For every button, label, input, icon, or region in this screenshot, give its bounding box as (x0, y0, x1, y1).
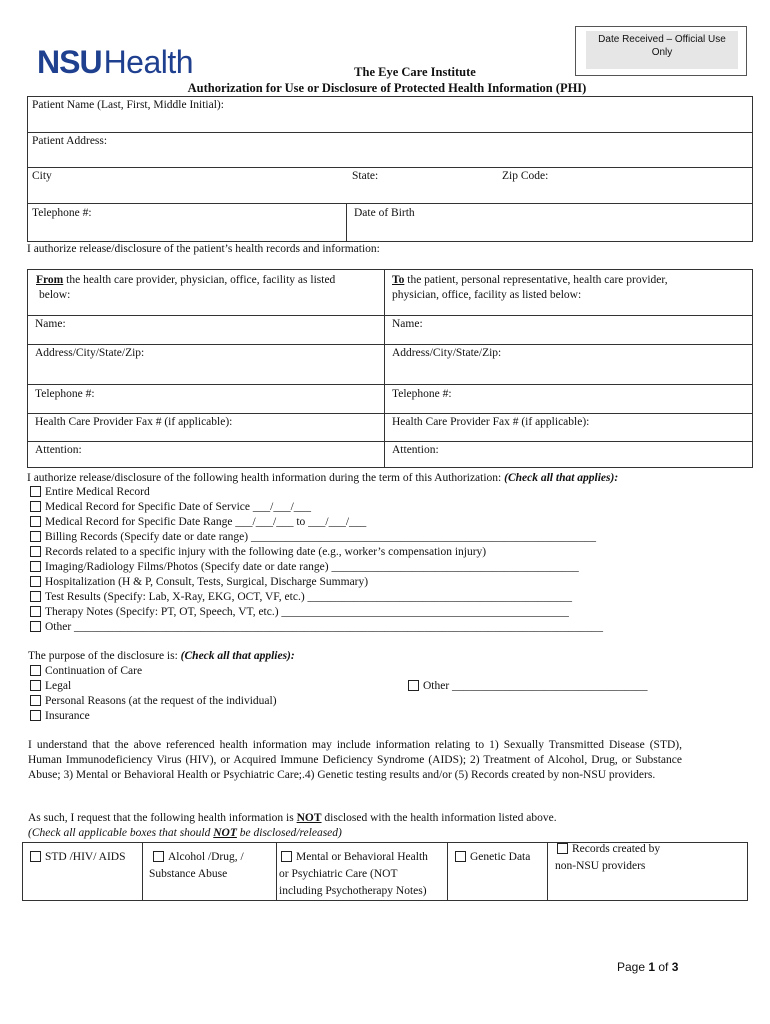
zip-code-field[interactable]: Zip Code: (502, 170, 549, 182)
checkbox[interactable] (30, 576, 41, 587)
to-name-field[interactable]: Name: (392, 318, 423, 330)
purpose-continuation-of-care[interactable]: Continuation of Care (30, 665, 142, 677)
to-attention-field[interactable]: Attention: (392, 444, 439, 456)
official-use-label: Date Received – Official Use (598, 34, 726, 45)
official-use-label-2: Only (651, 47, 673, 58)
from-header: From the health care provider, physician, office, facility as listed (36, 274, 336, 286)
checkbox[interactable] (455, 851, 466, 862)
from-fax-field[interactable]: Health Care Provider Fax # (if applicable): (35, 416, 233, 428)
checkbox[interactable] (281, 851, 292, 862)
understanding-paragraph: I understand that the above referenced health information may include information relating to 1) Sexually Transmitted Disease (STD), Human Immunodeficiency Virus (HIV), or Acquired Immune Deficiency Syndrome (AIDS); 2) Treatment of Alcohol, Drug, or Substance Abuse; 3) Mental or Behavioral Health or Psychiatric Care;.4) Genetic testing results and/or (5) Records created by non-NSU providers. (28, 739, 682, 781)
to-address-field[interactable]: Address/City/State/Zip: (392, 347, 502, 359)
city-field[interactable]: City (32, 170, 52, 182)
not-mental-health-line2: or Psychiatric Care (NOT (279, 868, 398, 880)
page-number: Page 1 of 3 (617, 960, 679, 974)
checkbox[interactable] (30, 501, 41, 512)
release-item-entire-record[interactable]: Entire Medical Record (30, 486, 150, 498)
check-applicable-note: (Check all applicable boxes that should NOT be disclosed/released) (28, 827, 342, 839)
patient-telephone-field[interactable]: Telephone #: (32, 207, 92, 219)
to-fax-field[interactable]: Health Care Provider Fax # (if applicable): (392, 416, 590, 428)
release-item-test-results[interactable]: Test Results (Specify: Lab, X-Ray, EKG, OCT, VF, etc.) ______________________________________________ (30, 591, 572, 603)
checkbox[interactable] (30, 695, 41, 706)
release-item-hospitalization[interactable]: Hospitalization (H & P, Consult, Tests, Surgical, Discharge Summary) (30, 576, 368, 588)
checkbox[interactable] (30, 591, 41, 602)
from-address-field[interactable]: Address/City/State/Zip: (35, 347, 145, 359)
not-disclosed-table (22, 842, 748, 901)
checkbox[interactable] (30, 546, 41, 557)
release-item-injury[interactable]: Records related to a specific injury with the following date (e.g., worker’s compensation injury) (30, 546, 486, 558)
to-telephone-field[interactable]: Telephone #: (392, 388, 452, 400)
checkbox[interactable] (30, 621, 41, 632)
not-std-hiv-aids[interactable]: STD /HIV/ AIDS (30, 851, 126, 863)
purpose-intro: The purpose of the disclosure is: (Check all that applies): (28, 650, 295, 662)
checkbox[interactable] (30, 561, 41, 572)
release-item-billing[interactable]: Billing Records (Specify date or date range) ____________________________________________________________ (30, 531, 596, 543)
release-item-therapy-notes[interactable]: Therapy Notes (Specify: PT, OT, Speech, VT, etc.) __________________________________________________ (30, 606, 569, 618)
not-disclosed-statement: As such, I request that the following health information is NOT disclosed with the health information listed above. (28, 812, 557, 824)
checkbox[interactable] (30, 710, 41, 721)
release-intro: I authorize release/disclosure of the following health information during the term of this Authorization: (Check all that applies): (27, 472, 619, 484)
release-item-date-of-service[interactable]: Medical Record for Specific Date of Service ___/___/___ (30, 501, 311, 513)
checkbox[interactable] (408, 680, 419, 691)
not-mental-health[interactable]: Mental or Behavioral Health (281, 851, 428, 863)
date-of-birth-field[interactable]: Date of Birth (354, 207, 415, 219)
not-genetic-data[interactable]: Genetic Data (455, 851, 530, 863)
state-field[interactable]: State: (352, 170, 379, 182)
not-alcohol-drug-line2: Substance Abuse (149, 868, 228, 880)
checkbox[interactable] (30, 606, 41, 617)
from-header-line2: below: (39, 289, 71, 301)
checkbox[interactable] (30, 531, 41, 542)
checkbox[interactable] (30, 665, 41, 676)
release-item-imaging[interactable]: Imaging/Radiology Films/Photos (Specify date or date range) ___________________________________________ (30, 561, 579, 573)
purpose-other[interactable]: Other __________________________________ (408, 680, 648, 692)
checkbox[interactable] (557, 843, 568, 854)
checkbox[interactable] (153, 851, 164, 862)
not-non-nsu-records-line2: non-NSU providers (555, 860, 646, 872)
not-non-nsu-records[interactable]: Records created by (557, 843, 660, 855)
authorize-release-statement: I authorize release/disclosure of the patient’s health records and information: (27, 243, 380, 255)
purpose-personal-reasons[interactable]: Personal Reasons (at the request of the individual) (30, 695, 277, 707)
release-item-date-range[interactable]: Medical Record for Specific Date Range ___/___/___ to ___/___/___ (30, 516, 366, 528)
nsu-health-logo: NSUHealth (37, 44, 194, 80)
checkbox[interactable] (30, 680, 41, 691)
form-title: Authorization for Use or Disclosure of Protected Health Information (PHI) (187, 81, 587, 95)
patient-name-field[interactable]: Patient Name (Last, First, Middle Initial): (32, 99, 224, 111)
purpose-legal[interactable]: Legal (30, 680, 71, 692)
release-item-other[interactable]: Other ____________________________________________________________________________________________ (30, 621, 603, 633)
institute-title: The Eye Care Institute (354, 65, 476, 79)
from-telephone-field[interactable]: Telephone #: (35, 388, 95, 400)
checkbox[interactable] (30, 851, 41, 862)
purpose-insurance[interactable]: Insurance (30, 710, 90, 722)
patient-address-field[interactable]: Patient Address: (32, 135, 108, 147)
not-mental-health-line3: including Psychotherapy Notes) (279, 885, 427, 897)
not-alcohol-drug[interactable]: Alcohol /Drug, / (153, 851, 244, 863)
checkbox[interactable] (30, 486, 41, 497)
to-header: To the patient, personal representative, health care provider, (392, 274, 668, 286)
checkbox[interactable] (30, 516, 41, 527)
to-header-line2: physician, office, facility as listed below: (392, 289, 582, 301)
from-to-table (27, 269, 753, 468)
from-name-field[interactable]: Name: (35, 318, 66, 330)
from-attention-field[interactable]: Attention: (35, 444, 82, 456)
patient-info-table (27, 96, 753, 242)
